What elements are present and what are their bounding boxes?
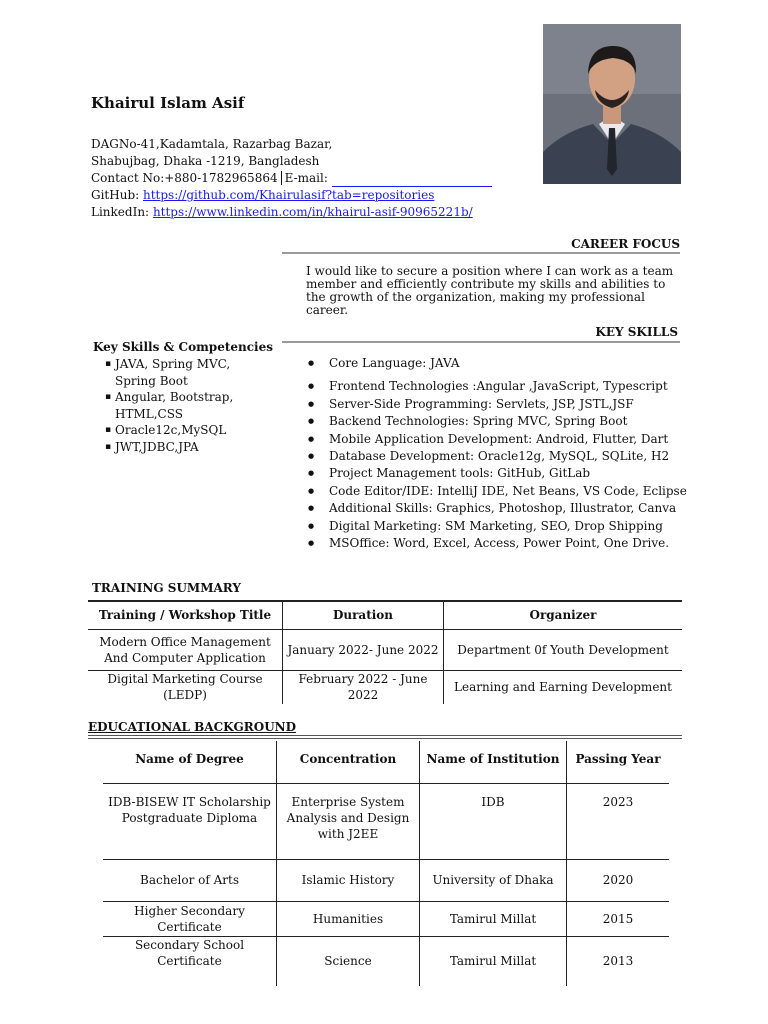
education-title: EDUCATIONAL BACKGROUND: [88, 720, 297, 734]
table-row: [103, 859, 669, 901]
education-rule-1: [88, 735, 682, 736]
address-line-2: Shabujbag, Dhaka -1219, Bangladesh: [91, 154, 320, 168]
github-line: [91, 187, 492, 204]
training-cell: February 2022 - June 2022: [283, 670, 444, 704]
skill-item: ● Project Management tools: GitHub, GitLab: [306, 465, 706, 482]
education-cell: Science: [277, 936, 420, 986]
career-focus-rule: [282, 252, 680, 254]
skill-item: ● Database Development: Oracle12g, MySQL, SQLite, H2: [306, 448, 706, 465]
education-cell: Humanities: [277, 901, 420, 936]
training-title: TRAINING SUMMARY: [92, 581, 241, 595]
table-row: [88, 629, 682, 670]
education-cell: IDB: [420, 783, 567, 859]
education-cell: 2015: [567, 901, 670, 936]
github-label: GitHub:: [91, 188, 140, 202]
education-cell: Tamirul Millat: [420, 901, 567, 936]
training-header-organizer: Organizer: [444, 602, 683, 629]
competencies-list: [93, 356, 243, 455]
education-rule-2: [88, 738, 682, 739]
table-row: [88, 670, 682, 704]
education-cell: 2013: [602, 954, 634, 969]
contact-line: [91, 170, 492, 187]
education-table: [103, 741, 669, 986]
training-cell: Digital Marketing Course (LEDP): [107, 672, 263, 703]
education-header-year: Passing Year: [567, 741, 670, 783]
table-row: [103, 936, 669, 986]
key-skills-title: KEY SKILLS: [595, 325, 678, 339]
github-link[interactable]: https://github.com/Khairulasif?tab=repositories: [143, 188, 435, 202]
competency-item: ▪ JAVA, Spring MVC, Spring Boot: [93, 356, 243, 389]
skill-item: ● Frontend Technologies :Angular ,JavaScript, Typescript: [306, 378, 706, 395]
education-cell: Secondary School Certificate: [103, 936, 277, 986]
competency-item: ▪ Angular, Bootstrap, HTML,CSS: [93, 389, 243, 422]
linkedin-line: [91, 204, 492, 221]
skill-item: ● Backend Technologies: Spring MVC, Spring Boot: [306, 413, 706, 430]
table-row: [103, 901, 669, 936]
profile-photo: [543, 24, 681, 184]
competency-item: ▪ Oracle12c,MySQL: [93, 422, 243, 439]
contact-block: [91, 136, 492, 221]
skill-item: ● MSOffice: Word, Excel, Access, Power Point, One Drive.: [306, 535, 706, 552]
education-header-institution: Name of Institution: [420, 741, 567, 783]
training-header-duration: Duration: [283, 602, 444, 629]
email-field[interactable]: [332, 174, 492, 187]
training-cell: Department 0f Youth Development: [444, 629, 683, 670]
training-table: [88, 602, 682, 704]
skill-item: ● Additional Skills: Graphics, Photoshop, Illustrator, Canva: [306, 500, 706, 517]
skill-item: ● Digital Marketing: SM Marketing, SEO, Drop Shipping: [306, 518, 706, 535]
contact-number: Contact No:+880-1782965864: [91, 171, 278, 185]
skill-item: ● Server-Side Programming: Servlets, JSP, JSTL,JSF: [306, 396, 706, 413]
key-skills-list: [306, 355, 706, 552]
table-row: [103, 783, 669, 859]
education-cell: 2020: [567, 859, 670, 901]
training-header-title: Training / Workshop Title: [88, 602, 283, 629]
training-cell: January 2022- June 2022: [283, 629, 444, 670]
education-cell: Enterprise System Analysis and Design with J2EE: [277, 783, 420, 859]
email-label: E-mail:: [284, 171, 328, 185]
career-focus-text: I would like to secure a position where I can work as a team member and efficiently contribute my skills and abilities to the growth of the organization, making my professional career.: [306, 264, 674, 317]
address-line-1: DAGNo-41,Kadamtala, Razarbag Bazar,: [91, 137, 333, 151]
education-header-concentration: Concentration: [277, 741, 420, 783]
competency-item: ▪ JWT,JDBC,JPA: [93, 439, 243, 456]
career-focus-title: CAREER FOCUS: [571, 237, 680, 251]
training-cell: Modern Office Management And Computer Application: [88, 629, 283, 670]
education-cell: University of Dhaka: [420, 859, 567, 901]
candidate-name: Khairul Islam Asif: [91, 94, 245, 112]
education-cell: Tamirul Millat: [420, 936, 567, 986]
training-cell: Learning and Earning Development: [444, 670, 683, 704]
education-cell: Bachelor of Arts: [103, 859, 277, 901]
skill-item: ● Code Editor/IDE: IntelliJ IDE, Net Beans, VS Code, Eclipse: [306, 483, 706, 500]
education-cell: Higher Secondary Certificate: [103, 901, 277, 936]
skill-item: ● Mobile Application Development: Android, Flutter, Dart: [306, 431, 706, 448]
education-cell: IDB-BISEW IT Scholarship Postgraduate Diploma: [103, 783, 277, 859]
skill-item: ● Core Language: JAVA: [306, 355, 706, 372]
education-cell: Islamic History: [277, 859, 420, 901]
education-header-degree: Name of Degree: [103, 741, 277, 783]
linkedin-label: LinkedIn:: [91, 205, 150, 219]
linkedin-link[interactable]: https://www.linkedin.com/in/khairul-asif-90965221b/: [152, 205, 473, 219]
key-skills-rule: [282, 341, 680, 343]
education-cell: 2023: [567, 783, 670, 859]
competencies-title: Key Skills & Competencies: [93, 340, 273, 354]
